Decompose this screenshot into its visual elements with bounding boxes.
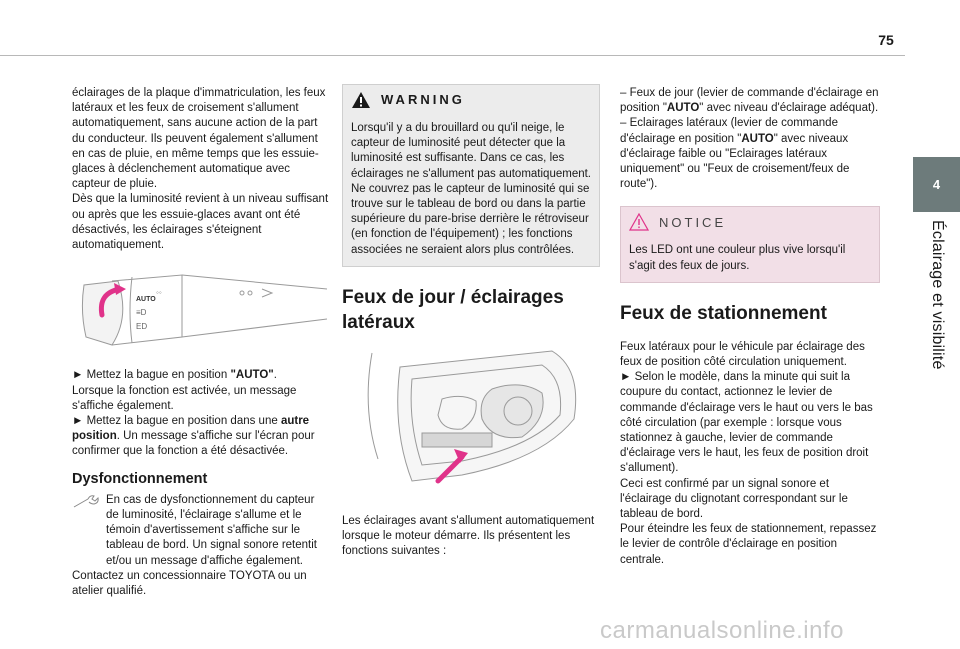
malfunction-block	[72, 493, 330, 569]
chapter-tab	[913, 157, 960, 212]
chapter-title: Éclairage et visibilité	[929, 220, 946, 370]
daytime-lights-heading: Feux de jour / éclairages latéraux	[342, 286, 564, 333]
svg-text:≡D: ≡D	[136, 308, 147, 318]
auto-off-paragraph: Dès que la luminosité revient à un niveau suffisant ou après que les essuie-glaces avant ont été désactivés, les éclairages s'éteignent automatiquement.	[72, 193, 329, 252]
warning-triangle-icon	[351, 91, 371, 109]
malfunction-heading: Dysfonctionnement	[72, 470, 208, 487]
chapter-number: 4	[932, 177, 941, 192]
notice-triangle-icon	[629, 213, 649, 231]
watermark: carmanualsonline.info	[600, 617, 844, 644]
page-number: 75	[878, 32, 894, 48]
notice-title: NOTICE	[659, 214, 727, 230]
auto-step-1-note: Lorsque la fonction est activée, un message s'affiche également.	[72, 384, 297, 412]
parking-lights-step: ► Selon le modèle, dans la minute qui suit la coupure du contact, actionnez le levier de commande d'éclairage vers le haut ou vers le bas côté circulation (par exemple : lorsque vous stationnez à gauche, levier de commande d'éclairage vers le haut, les feux de position droit s'allument).	[620, 371, 873, 475]
daytime-lights-text: Les éclairages avant s'allument automatiquement lorsque le moteur démarre. Ils présentent les fonctions suivantes :	[342, 515, 595, 558]
column-3	[620, 86, 880, 568]
wrench-icon	[72, 495, 100, 509]
auto-ring-label: AUTO	[136, 296, 156, 304]
column-1	[72, 86, 330, 599]
malfunction-contact: Contactez un concessionnaire TOYOTA ou un atelier qualifié.	[72, 569, 307, 598]
light-stalk-figure	[72, 271, 330, 349]
warning-title: WARNING	[381, 92, 465, 108]
header-rule	[0, 55, 905, 56]
notice-box	[620, 206, 880, 282]
auto-lights-paragraph: éclairages de la plaque d'immatriculation, les feux latéraux et les feux de croisement s'allument automatiquement, sans aucune action de la part du conducteur. Ils peuvent également s'allument en cas de pluie, en même temps que les essuie-glaces à déclenchement automatique avec capteur de pluie.	[72, 87, 326, 191]
daytime-item-1: – Feux de jour (levier de commande d'éclairage en position "AUTO" avec niveau d'éclairage adéquat).	[620, 87, 879, 115]
warning-box	[342, 84, 600, 267]
auto-step-2: ► Mettez la bague en position dans une autre position. Un message s'affiche sur l'écran pour confirmer que la fonction a été désactivée.	[72, 415, 315, 458]
auto-step-1: ► Mettez la bague en position "AUTO".	[72, 369, 277, 382]
notice-text: Les LED ont une couleur plus vive lorsqu'il s'agit des feux de jours.	[629, 244, 846, 272]
parking-lights-confirm: Ceci est confirmé par un signal sonore et l'éclairage du clignotant correspondant sur le tableau de bord.	[620, 477, 848, 521]
malfunction-text: En cas de dysfonctionnement du capteur de luminosité, l'éclairage s'allume et le témoin d'avertissement s'affiche sur le tableau de bord. Un signal sonore retentit et/ou un message d'affiche également.	[106, 493, 317, 567]
parking-lights-heading: Feux de stationnement	[620, 302, 827, 324]
warning-text-1: Lorsqu'il y a du brouillard ou qu'il neige, le capteur de luminosité peut détecter que la luminosité est suffisante. Dans ce cas, les éclairages ne s'allument pas automatiquement.	[351, 122, 592, 180]
daytime-item-2: – Eclairages latéraux (levier de commande d'éclairage en position "AUTO" avec niveaux d'éclairage faible ou "Eclairages latéraux uniquement" ou "Feux de croisement/feux de route").	[620, 117, 850, 191]
svg-text:ED: ED	[136, 322, 148, 332]
parking-lights-off: Pour éteindre les feux de stationnement, repassez le levier de contrôle d'éclairage en position centrale.	[620, 523, 877, 566]
parking-lights-text: Feux latéraux pour le véhicule par éclairage des feux de position côté circulation uniquement.	[620, 340, 865, 369]
headlamp-figure	[342, 349, 600, 495]
warning-text-2: Ne couvrez pas le capteur de luminosité qui se trouve sur le tableau de bord ou dans la partie supérieure du pare-brise derrière le rétroviseur (en fonction de l'équipement) ; les fonctions associées ne seraient alors plus contrôlées.	[351, 182, 590, 256]
svg-text:◦◦: ◦◦	[156, 288, 162, 298]
column-2	[342, 84, 600, 560]
